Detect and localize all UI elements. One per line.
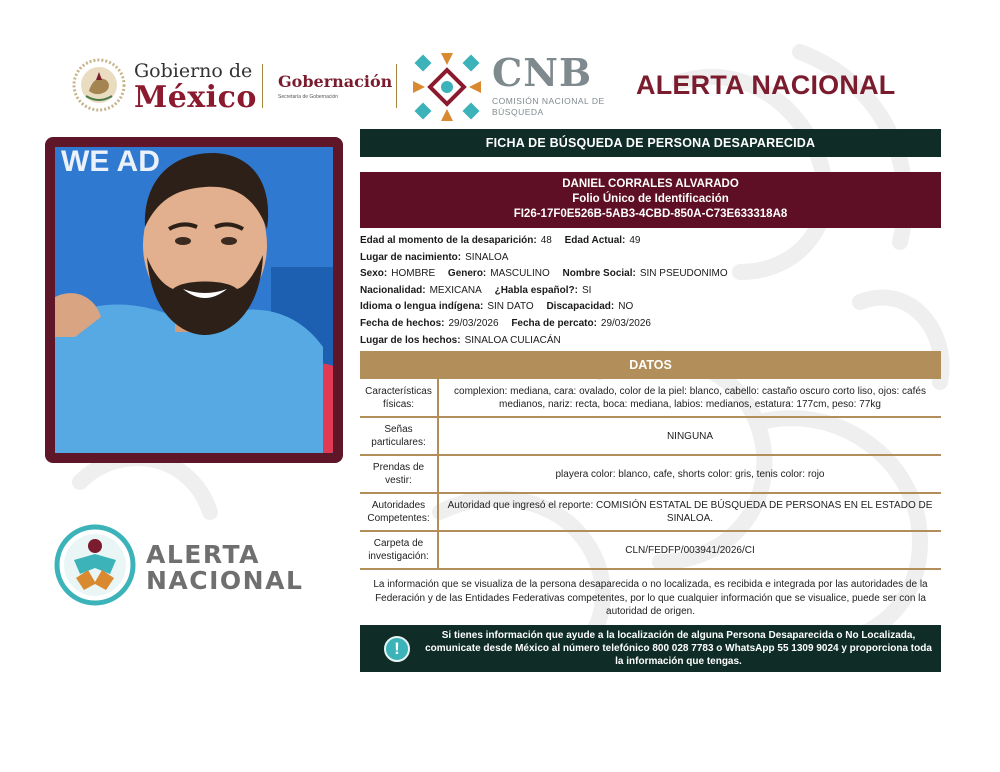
mexico-seal-icon bbox=[72, 58, 126, 112]
ficha-title-bar: FICHA DE BÚSQUEDA DE PERSONA DESAPARECIDA bbox=[360, 129, 941, 157]
logo-line2: NACIONAL bbox=[146, 566, 304, 596]
missing-person-photo bbox=[55, 147, 333, 453]
datos-title-bar: DATOS bbox=[360, 351, 941, 379]
gobierno-line1: Gobierno de bbox=[134, 60, 253, 82]
table-row bbox=[360, 379, 941, 417]
logo-line1: ALERTA bbox=[146, 540, 260, 569]
cnb-logo-text bbox=[492, 50, 612, 117]
datos-value: playera color: blanco, cafe, shorts color: gris, tenis color: rojo bbox=[438, 455, 941, 493]
personal-info bbox=[360, 233, 941, 349]
habla-espanol-label: ¿Habla español?: bbox=[494, 284, 578, 296]
disclaimer-text: La información que se visualiza de la persona desaparecida o no localizada, es recibida e integrada por las autoridades de la Federación y de las Entidades Federativas competentes, por lo que cualquier información que se visualice, puede ser con la autoridad de origen. bbox=[373, 579, 928, 618]
header-divider bbox=[396, 64, 397, 108]
fecha-percato-label: Fecha de percato: bbox=[511, 317, 597, 329]
fecha-hechos-label: Fecha de hechos: bbox=[360, 317, 445, 329]
habla-espanol-value: SI bbox=[581, 284, 592, 296]
lugar-nacimiento-label: Lugar de nacimiento: bbox=[360, 251, 462, 263]
contact-text: Si tienes información que ayude a la localización de alguna Persona Desaparecida o No Localizada, comunicate desde México al número telefónico 800 028 7783 o WhatsApp 55 1309 9024 y proporciona toda la información que tengas. bbox=[425, 629, 932, 667]
idioma-label: Idioma o lengua indígena: bbox=[360, 301, 484, 313]
alert-info-icon: ! bbox=[384, 636, 410, 662]
info-row bbox=[360, 266, 941, 283]
sexo-value: HOMBRE bbox=[391, 268, 436, 280]
ficha-details bbox=[360, 129, 941, 672]
sexo-label: Sexo: bbox=[360, 268, 388, 280]
alerta-nacional-logo-text bbox=[146, 542, 303, 595]
datos-key: Prendas de vestir: bbox=[360, 455, 438, 493]
genero-value: MASCULINO bbox=[490, 268, 550, 280]
datos-value: NINGUNA bbox=[438, 417, 941, 455]
folio-value: FI26-17F0E526B-5AB3-4CBD-850A-C73E633318A8 bbox=[513, 208, 788, 220]
info-row bbox=[360, 316, 941, 333]
gobierno-line2: México bbox=[134, 80, 257, 115]
person-photo-illustration bbox=[55, 147, 333, 453]
edad-desaparicion-value: 48 bbox=[540, 235, 552, 246]
datos-value: Autoridad que ingresó el reporte: COMISIÓN ESTATAL DE BÚSQUEDA DE PERSONAS EN EL ESTADO DE SINALOA. bbox=[438, 493, 941, 531]
edad-actual-label: Edad Actual: bbox=[564, 235, 626, 246]
name-box bbox=[360, 172, 941, 228]
lugar-nacimiento-value: SINALOA bbox=[465, 251, 509, 263]
photo-banner-text: WE AD bbox=[61, 147, 160, 178]
datos-key: Características físicas: bbox=[360, 379, 438, 417]
datos-key: Autoridades Competentes: bbox=[360, 493, 438, 531]
cnb-logo-icon bbox=[410, 50, 484, 124]
edad-actual-value: 49 bbox=[629, 235, 641, 246]
info-row bbox=[360, 283, 941, 300]
discapacidad-label: Discapacidad: bbox=[546, 301, 615, 313]
datos-key: Señas particulares: bbox=[360, 417, 438, 455]
info-row bbox=[360, 233, 941, 250]
nombre-social-label: Nombre Social: bbox=[562, 268, 636, 280]
cnb-acronym: CNB bbox=[492, 50, 593, 95]
table-row bbox=[360, 493, 941, 531]
header bbox=[40, 42, 956, 128]
folio-label: Folio Único de Identificación bbox=[572, 193, 729, 205]
search-sheet bbox=[40, 42, 956, 672]
info-row bbox=[360, 333, 941, 350]
alerta-nacional-title: ALERTA NACIONAL bbox=[636, 70, 896, 100]
cnb-fullname: COMISIÓN NACIONAL DE BÚSQUEDA bbox=[492, 96, 605, 117]
nacionalidad-label: Nacionalidad: bbox=[360, 284, 426, 296]
datos-value: complexion: mediana, cara: ovalado, color de la piel: blanco, cabello: castaño oscuro corto liso, ojos: cafés medianos, nariz: recta, boca: mediana, labios: medianos, estatura: 177cm, peso: 77kg bbox=[438, 379, 941, 417]
gobernacion-logo bbox=[278, 72, 392, 100]
genero-label: Genero: bbox=[447, 268, 487, 280]
lugar-hechos-label: Lugar de los hechos: bbox=[360, 334, 461, 346]
datos-table bbox=[360, 379, 941, 570]
discapacidad-value: NO bbox=[618, 301, 634, 313]
edad-desaparicion-label: Edad al momento de la desaparición: bbox=[360, 235, 537, 246]
alerta-nacional-logo-icon bbox=[54, 524, 136, 606]
nombre-social-value: SIN PSEUDONIMO bbox=[639, 268, 728, 280]
table-row bbox=[360, 417, 941, 455]
table-row bbox=[360, 455, 941, 493]
contact-bar bbox=[360, 625, 941, 672]
gobernacion-text: Gobernación bbox=[278, 72, 393, 91]
datos-value: CLN/FEDFP/003941/2026/CI bbox=[438, 531, 941, 569]
datos-key: Carpeta de investigación: bbox=[360, 531, 438, 569]
person-name: DANIEL CORRALES ALVARADO bbox=[562, 178, 739, 190]
photo-frame bbox=[45, 137, 343, 463]
gobierno-de-mexico-logo bbox=[134, 62, 257, 113]
header-divider bbox=[262, 64, 263, 108]
lugar-hechos-value: SINALOA CULIACÁN bbox=[464, 334, 561, 346]
table-row bbox=[360, 531, 941, 569]
nacionalidad-value: MEXICANA bbox=[429, 284, 482, 296]
info-row bbox=[360, 250, 941, 267]
fecha-hechos-value: 29/03/2026 bbox=[448, 317, 499, 329]
info-row bbox=[360, 299, 941, 316]
gobernacion-subtext: Secretaría de Gobernación bbox=[278, 94, 339, 100]
fecha-percato-value: 29/03/2026 bbox=[600, 317, 651, 329]
idioma-value: SIN DATO bbox=[487, 301, 534, 313]
